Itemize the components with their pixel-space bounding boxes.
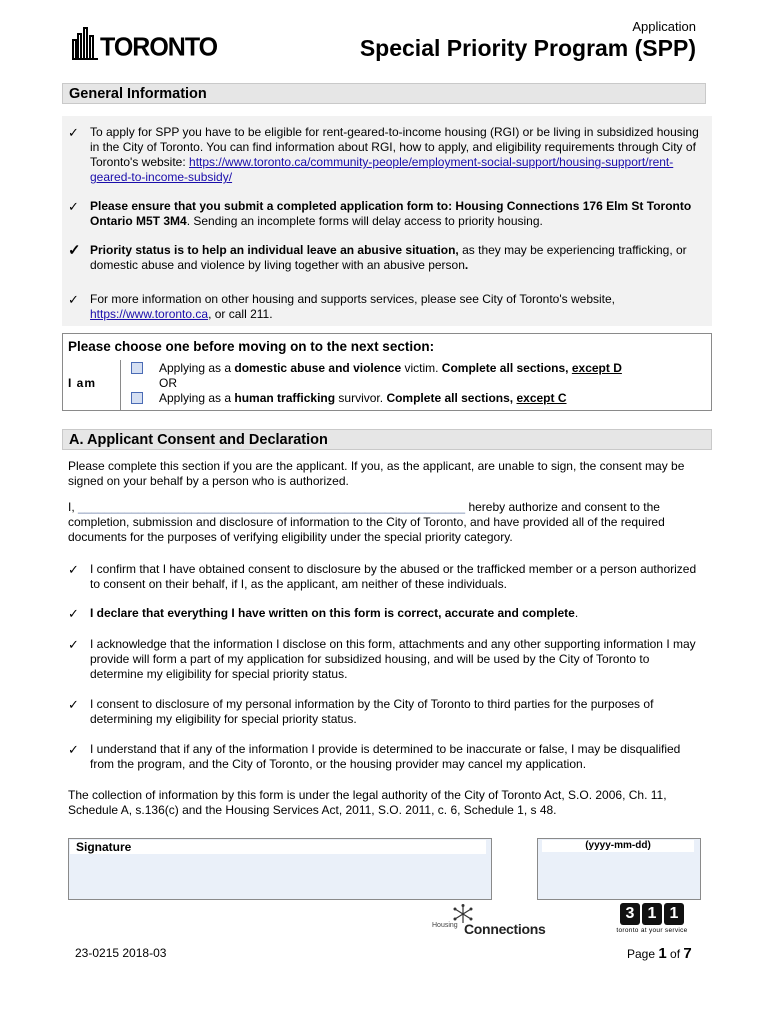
checkmark-icon: ✓ xyxy=(68,199,79,214)
consent-item-acknowledge xyxy=(68,637,698,682)
checkmark-icon: ✓ xyxy=(68,242,81,259)
priority-end: . xyxy=(464,258,469,272)
consent-item-declare xyxy=(68,606,698,621)
declare-end: . xyxy=(574,606,579,620)
general-info-heading: General Information xyxy=(62,83,706,104)
choose-title: Please choose one before moving on to the next section: xyxy=(68,339,435,354)
page-of: of xyxy=(666,947,684,961)
current-page: 1 xyxy=(658,945,667,962)
i-prefix: I, xyxy=(68,500,75,514)
general-item-submit xyxy=(68,199,708,229)
opt1-role: victim. xyxy=(401,361,442,375)
confirm-text: I confirm that I have obtained consent to disclosure by the abused or the trafficked member or a person authorized to consent on their behalf, if I, as the applicant, am neither of these individuals. xyxy=(90,562,697,591)
consent-item-disclosure xyxy=(68,697,698,727)
authorize-continuation: completion, submission and disclosure of information to the City of Toronto, and have provided all of the required documents for the purposes of verifying eligibility under the special priority category. xyxy=(68,515,665,544)
checkmark-icon: ✓ xyxy=(68,292,79,307)
toronto-logo xyxy=(72,24,217,60)
authorize-text: hereby authorize and consent to the xyxy=(468,500,660,514)
option-human-trafficking xyxy=(159,391,567,406)
toronto-link[interactable]: https://www.toronto.ca xyxy=(90,307,209,321)
tel-tagline: toronto at your service xyxy=(616,927,688,934)
signature-label: Signature xyxy=(70,840,486,854)
submit-text: . Sending an incomplete forms will delay access to priority housing. xyxy=(186,214,543,228)
general-item-priority xyxy=(68,243,708,273)
opt1-prefix: Applying as a xyxy=(159,361,235,375)
consent-item-confirm xyxy=(68,562,698,592)
priority-text: as they may be experiencing trafficking, or domestic abuse and violence by living together with an abusive person xyxy=(90,243,687,272)
domestic-abuse-checkbox[interactable] xyxy=(131,362,143,374)
i-am-label: I am xyxy=(68,376,97,390)
form-number: 23-0215 2018-03 xyxy=(75,946,167,960)
applicant-name-field[interactable]: __________________________________________________________ xyxy=(78,500,466,514)
date-format-label: (yyyy-mm-dd) xyxy=(542,840,694,852)
human-trafficking-checkbox[interactable] xyxy=(131,392,143,404)
total-pages: 7 xyxy=(683,945,692,962)
digit-1a: 1 xyxy=(642,903,662,925)
checkmark-icon: ✓ xyxy=(68,637,79,652)
consent-heading: A. Applicant Consent and Declaration xyxy=(62,429,712,450)
checkmark-icon: ✓ xyxy=(68,125,79,140)
document-title: Special Priority Program (SPP) xyxy=(359,35,696,61)
consent-intro: Please complete this section if you are the applicant. If you, as the applicant, are unable to sign, the consent may be signed on your behalf by a person who is authorized. xyxy=(68,459,685,488)
digit-3: 3 xyxy=(620,903,640,925)
opt1-except: except D xyxy=(571,361,622,375)
housing-connections-logo xyxy=(432,904,546,938)
connections-word: Connections xyxy=(464,921,546,937)
option-domestic-abuse xyxy=(159,361,622,376)
toronto-311-logo xyxy=(602,903,702,937)
page-word: Page xyxy=(627,947,659,961)
opt2-instruction: Complete all sections, xyxy=(386,391,517,405)
checkmark-icon: ✓ xyxy=(68,697,79,712)
priority-bold-text: Priority status is to help an individual leave an abusive situation, xyxy=(90,243,459,257)
rgi-link[interactable]: https://www.toronto.ca/community-people/employment-social-support/housing-support/rent-geared-to-income-subsidy/ xyxy=(90,155,674,184)
checkmark-icon: ✓ xyxy=(68,562,79,577)
authorize-statement xyxy=(68,500,702,545)
page-indicator xyxy=(627,945,692,962)
disclosure-text: I consent to disclosure of my personal information by the City of Toronto to third parties for the purposes of determining my eligibility for special priority status. xyxy=(90,697,654,726)
housing-word: Housing xyxy=(432,922,458,929)
opt2-type: human trafficking xyxy=(234,391,336,405)
or-label: OR xyxy=(159,376,177,390)
opt2-role: survivor. xyxy=(335,391,387,405)
consent-item-understand xyxy=(68,742,698,772)
declare-text: I declare that everything I have written on this form is correct, accurate and complete xyxy=(90,606,575,620)
city-hall-icon xyxy=(72,26,98,60)
opt2-prefix: Applying as a xyxy=(159,391,235,405)
more-info-text: For more information on other housing and supports services, please see City of Toronto's website, xyxy=(90,292,616,306)
logo-wordmark: TORONTO xyxy=(100,32,218,62)
acknowledge-text: I acknowledge that the information I disclose on this form, attachments and any other supporting information I may provide will form a part of my application for subsidized housing, and will be used by the City of Toronto to determine my eligibility for special priority status. xyxy=(90,637,696,681)
legal-authority: The collection of information by this form is under the legal authority of the City of Toronto Act, S.O. 2006, Ch. 11, Schedule A, s.136(c) and the Housing Services Act, 2011, S.O. 2011, c. 6, Schedule 1, s 48. xyxy=(68,788,667,817)
checkmark-icon: ✓ xyxy=(68,742,79,757)
more-info-end: , or call 211. xyxy=(208,307,273,321)
general-item-more-info xyxy=(68,292,708,322)
general-item-rgi xyxy=(68,125,708,185)
checkmark-icon: ✓ xyxy=(68,606,79,621)
application-label: Application xyxy=(632,19,696,34)
opt1-instruction: Complete all sections, xyxy=(441,361,572,375)
rgi-text: To apply for SPP you have to be eligible for rent-geared-to-income housing (RGI) or be living in subsidized housing in the City of Toronto. You can find information about RGI, how to apply, and eligibility requirements through City of Toronto's website: xyxy=(90,125,699,169)
submit-bold-text: Please ensure that you submit a completed application form to: Housing Connections 176 Elm St Toronto Ontario M5T 3M4 xyxy=(90,199,692,228)
digit-1b: 1 xyxy=(664,903,684,925)
opt2-except: except C xyxy=(516,391,567,405)
opt1-type: domestic abuse and violence xyxy=(234,361,402,375)
understand-text: I understand that if any of the information I provide is determined to be inaccurate or false, I may be disqualified from the program, and the City of Toronto, or the housing provider may cancel my application. xyxy=(90,742,681,771)
